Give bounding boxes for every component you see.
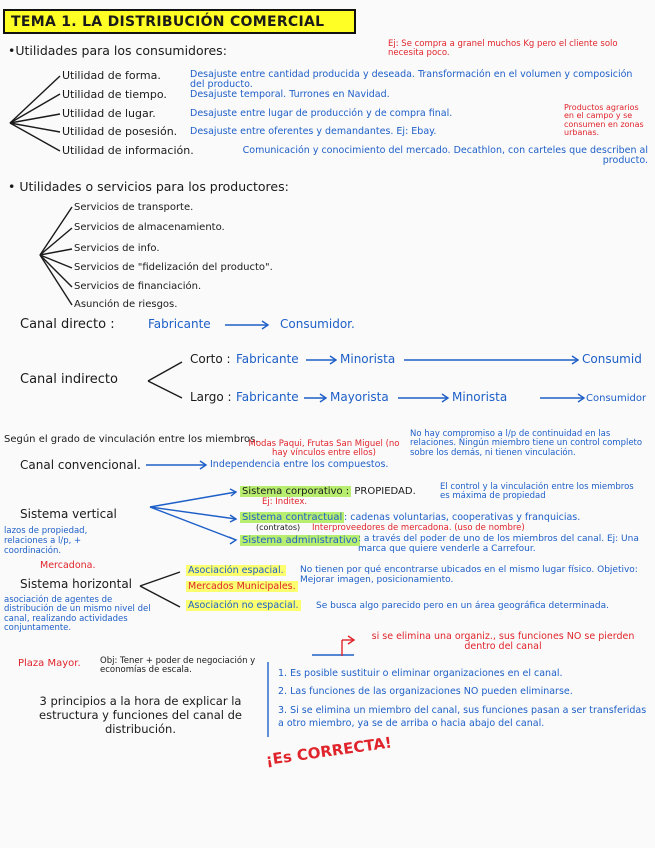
canal-directo-label: Canal directo : — [20, 317, 115, 332]
servicio-almacenamiento: Servicios de almacenamiento. — [74, 222, 225, 233]
principio-2: 2. Las funciones de las organizaciones NO pueden eliminarse. — [278, 686, 573, 697]
servicio-financiacion: Servicios de financiación. — [74, 281, 202, 292]
horizontal-sub-a: asociación de agentes de distribución de un mismo nivel del canal, realizando actividades conjuntamente. — [4, 595, 151, 634]
canal-convencional-desc: Independencia entre los compuestos. — [210, 459, 389, 470]
contractual-sub: (contratos) — [256, 523, 301, 532]
largo-fabricante: Fabricante — [236, 390, 299, 404]
sistema-administrativo-tag: Sistema administrativo — [242, 535, 358, 546]
plaza-mayor: Plaza Mayor. — [18, 658, 81, 669]
administrativo-desc: : a través del poder de uno de los miembros del canal. Ej: Una marca que quiere venderle a Carrefour. — [358, 534, 639, 554]
utilidad-lugar-desc: Desajuste entre lugar de producción y de compra final. — [190, 108, 453, 119]
sistema-vertical-label: Sistema vertical — [20, 507, 117, 521]
principios-heading: 3 principios a la hora de explicar la estructura y funciones del canal de distribución. — [39, 694, 242, 736]
utilidad-tiempo-label: Utilidad de tiempo. — [62, 88, 167, 101]
corto-minorista: Minorista — [340, 352, 396, 366]
contractual-note: Interproveedores de mercadona. (uso de nombre) — [312, 523, 525, 533]
side-note-agrarios: Productos agrarios en el campo y se consumen en zonas urbanas. — [564, 103, 644, 138]
corporativo-example: Ej: Inditex. — [262, 497, 308, 507]
utilidad-informacion-label: Utilidad de información. — [62, 144, 194, 157]
utilidad-posesion-label: Utilidad de posesión. — [62, 125, 178, 138]
plaza-mayor-obj: Obj: Tener + poder de negociación y economías de escala. — [100, 656, 256, 675]
section-heading-consumidores: •Utilidades para los consumidores: — [8, 43, 227, 58]
utilidad-posesion-desc: Desajuste entre oferentes y demandantes. Ej: Ebay. — [190, 126, 437, 137]
mercados-municipales-tag: Mercados Municipales. — [188, 581, 296, 592]
servicio-transporte: Servicios de transporte. — [74, 202, 194, 213]
servicio-info: Servicios de info. — [74, 243, 160, 254]
example-note: Ej: Se compra a granel muchos Kg pero el cliente solo necesita poco. — [388, 39, 618, 58]
sistema-horizontal-label: Sistema horizontal — [20, 577, 133, 591]
canal-directo-from: Fabricante — [148, 317, 211, 331]
principios-note: si se elimina una organiz., sus funciones NO se pierden dentro del canal — [371, 631, 635, 653]
utilidad-forma-desc: Desajuste entre cantidad producida y deseada. Transformación en el volumen y composición del producto. — [190, 69, 633, 90]
corto-consumidor: Consumid — [582, 352, 642, 366]
convencional-examples: Modas Paqui, Frutas San Miguel (no hay vínculos entre ellos) — [248, 439, 400, 458]
sistema-corporativo-tag: Sistema corporativo : — [242, 486, 350, 497]
canal-convencional-label: Canal convencional. — [20, 458, 141, 472]
sistema-corporativo-value: PROPIEDAD. — [354, 486, 416, 497]
contractual-desc: : cadenas voluntarias, cooperativas y franquicias. — [344, 512, 581, 523]
utilidad-tiempo-desc: Desajuste temporal. Turrones en Navidad. — [190, 89, 390, 100]
largo-label: Largo : — [190, 390, 232, 404]
convencional-note: No hay compromiso a l/p de continuidad en las relaciones. Ningún miembro tiene un control completo sobre los demás, ni tienen vinculación. — [410, 429, 643, 458]
asociacion-espacial-tag: Asociación espacial. — [188, 565, 284, 576]
sistema-contractual-tag: Sistema contractual — [242, 512, 343, 523]
utilidad-lugar-label: Utilidad de lugar. — [62, 107, 156, 120]
sistema-vertical-sub: lazos de propiedad, relaciones a l/p, + coordinación. — [4, 526, 88, 556]
servicio-riesgos: Asunción de riesgos. — [74, 299, 178, 310]
largo-mayorista: Mayorista — [330, 390, 389, 404]
canal-directo-to: Consumidor. — [280, 317, 355, 331]
vinculacion-heading: Según el grado de vinculación entre los miembros. — [4, 434, 259, 445]
asociacion-no-espacial-tag: Asociación no espacial. — [188, 600, 299, 611]
largo-minorista: Minorista — [452, 390, 508, 404]
asociacion-no-espacial-desc: Se busca algo parecido pero en un área geográfica determinada. — [316, 601, 609, 611]
principio-1: 1. Es posible sustituir o eliminar organizaciones en el canal. — [278, 668, 563, 679]
footer-correcta: ¡Es CORRECTA! — [264, 733, 393, 769]
corporativo-note: El control y la vinculación entre los miembros es máxima de propiedad — [440, 482, 634, 502]
asociacion-espacial-desc: No tienen por qué encontrarse ubicados en el mismo lugar físico. Objetivo: Mejorar imagen, posicionamiento. — [300, 565, 638, 586]
principio-3: 3. Si se elimina un miembro del canal, sus funciones pasan a ser transferidas a otro miembro, ya se de arriba o hacia abajo del canal. — [278, 705, 647, 730]
corto-label: Corto : — [190, 352, 231, 366]
utilidad-forma-label: Utilidad de forma. — [62, 69, 161, 82]
utilidad-informacion-desc: Comunicación y conocimiento del mercado. Decathlon, con carteles que describen al producto. — [242, 145, 648, 167]
horizontal-example: Mercadona. — [40, 560, 96, 571]
corto-fabricante: Fabricante — [236, 352, 299, 366]
largo-consumidor: Consumidor — [586, 393, 647, 404]
page-title: TEMA 1. LA DISTRIBUCIÓN COMERCIAL — [3, 9, 356, 34]
section-heading-productores: • Utilidades o servicios para los productores: — [8, 179, 289, 194]
canal-indirecto-label: Canal indirecto — [20, 372, 118, 387]
servicio-fidelizacion: Servicios de "fidelización del producto". — [74, 262, 273, 273]
